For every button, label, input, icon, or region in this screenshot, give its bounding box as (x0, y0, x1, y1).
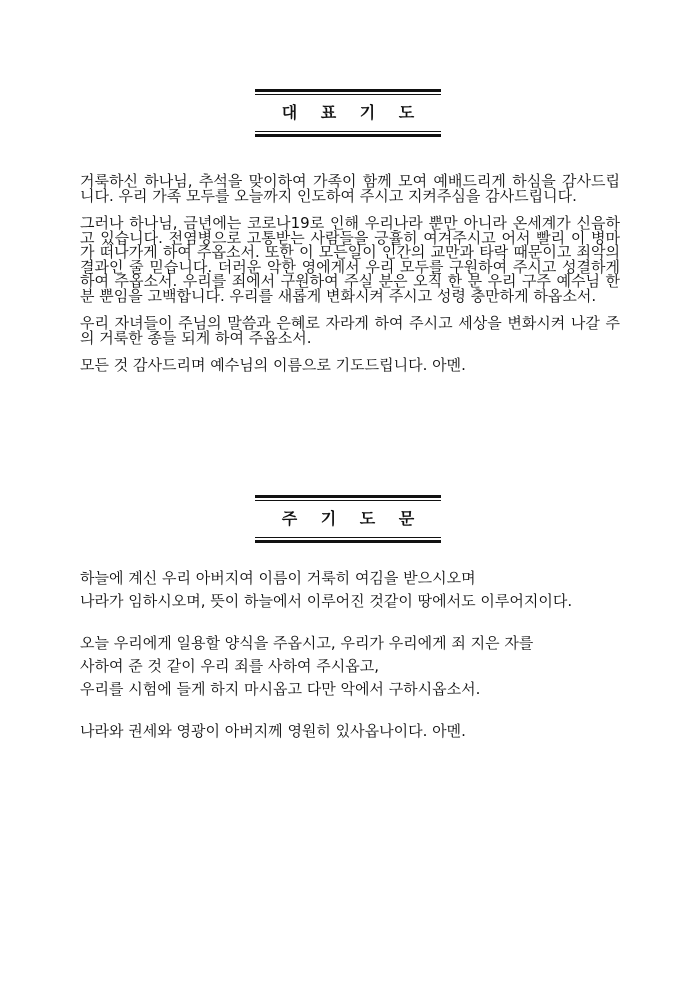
lords-prayer-line: 나라가 임하시오며, 뜻이 하늘에서 이루어진 것같이 땅에서도 이루어지이다. (80, 592, 573, 610)
lords-prayer-line: 사하여 준 것 같이 우리 죄를 사하여 주시옵고, (80, 657, 379, 675)
lords-prayer-line: 나라와 권세와 영광이 아버지께 영원히 있사옵나이다. 아멘. (80, 722, 466, 740)
stanza-gap (80, 613, 620, 632)
title-rule-bottom (255, 537, 441, 543)
prayer-title-block (255, 89, 441, 137)
lords-prayer-line: 하늘에 계신 우리 아버지여 이름이 거룩히 여김을 받으시오며 (80, 569, 476, 587)
prayer-paragraph: 거룩하신 하나님, 추석을 맞이하여 가족이 함께 모여 예배드리게 하심을 감사드립니다. 우리 가족 모두를 오늘까지 인도하여 주시고 지켜주심을 감사드립니다. (80, 172, 620, 205)
lords-prayer-body (80, 567, 620, 743)
lords-prayer-title-block (255, 495, 441, 543)
lords-prayer-title: 주 기 도 문 (281, 509, 424, 528)
prayer-paragraph: 우리 자녀들이 주님의 말씀과 은혜로 자라게 하여 주시고 세상을 변화시켜 나갈 주의 거룩한 종들 되게 하여 주옵소서. (80, 314, 620, 347)
prayer-paragraph: 그러나 하나님, 금년에는 코로나19로 인해 우리나라 뿐만 아니라 온세계가 신음하고 있습니다. 전염병으로 고통받는 사람들을 긍휼히 여겨주시고 어서 빨리 이 병마가 떠나가게 하여 주옵소서. 또한 이 모든일이 인간의 교만과 타락 때문이고 죄악의 결과인 줄 믿습니다. 더러운 악한 영에게서 우리 모두를 구원하여 주시고 성결하게 하여 주옵소서. 우리를 죄에서 구원하여 주실 분은 오직 한 분 우리 구주 예수님 한 분 뿐임을 고백합니다. 우리를 새롭게 변화시켜 주시고 성령 충만하게 하옵소서. (80, 214, 620, 305)
prayer-title: 대 표 기 도 (281, 103, 424, 122)
lords-prayer-line: 우리를 시험에 들게 하지 마시옵고 다만 악에서 구하시옵소서. (80, 680, 481, 698)
prayer-paragraph: 모든 것 감사드리며 예수님의 이름으로 기도드립니다. 아멘. (80, 356, 466, 374)
stanza-gap (80, 701, 620, 720)
title-rule-bottom (255, 131, 441, 137)
lords-prayer-line: 오늘 우리에게 일용할 양식을 주옵시고, 우리가 우리에게 죄 지은 자를 (80, 634, 534, 652)
prayer-body (80, 174, 620, 386)
